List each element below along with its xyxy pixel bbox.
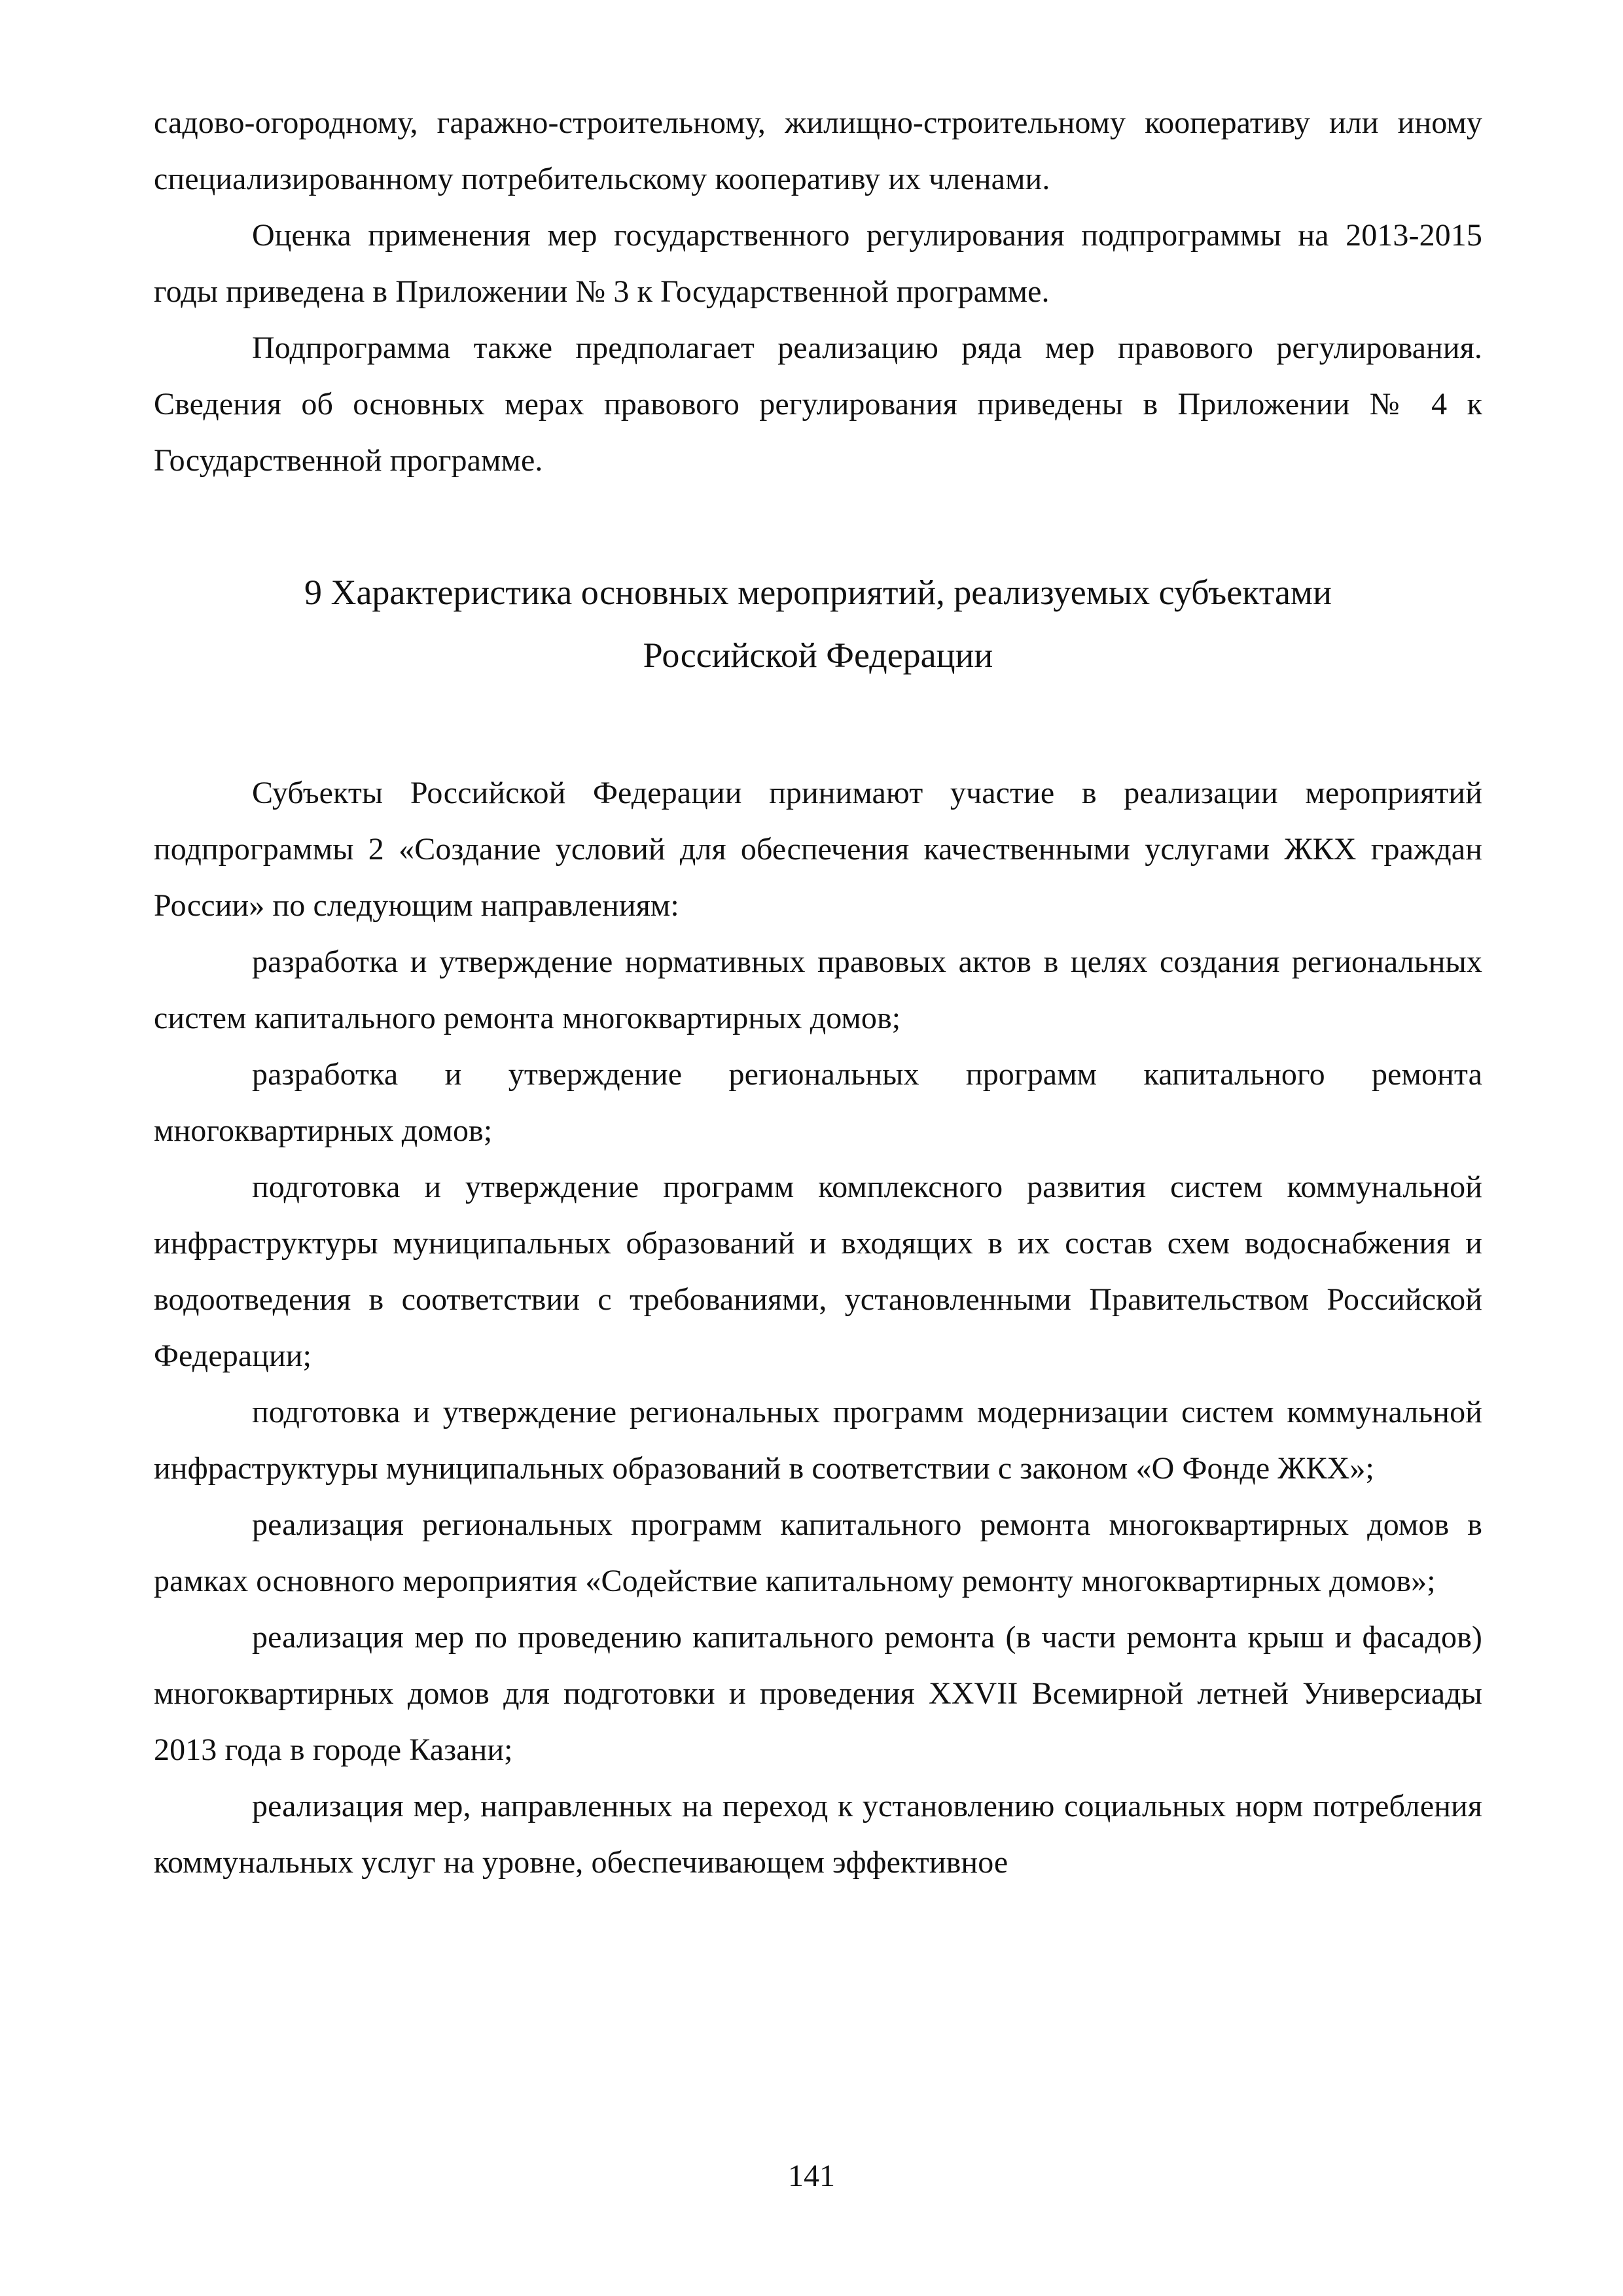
page-content [154, 95, 1482, 1891]
spacer [154, 687, 1482, 765]
list-item: подготовка и утверждение региональных программ модернизации систем коммунальной инфраструктуры муниципальных образований в соответствии с законом «О Фонде ЖКХ»; [154, 1395, 1482, 1486]
paragraph: Подпрограмма также предполагает реализацию ряда мер правового регулирования. Сведения об основных мерах правового регулирования приведены в Приложении № 4 к Государственной программе. [154, 331, 1482, 478]
section-heading: 9 Характеристика основных мероприятий, реализуемых субъектами Российской Федерации [304, 573, 1332, 675]
paragraph: Субъекты Российской Федерации принимают участие в реализации мероприятий подпрограммы 2 «Создание условий для обеспечения качественными услугами ЖКХ граждан России» по следующим направлениям: [154, 776, 1482, 923]
list-item: подготовка и утверждение программ комплексного развития систем коммунальной инфраструктуры муниципальных образований и входящих в их состав схем водоснабжения и водоотведения в соответствии с требованиями, установленными Правительством Российской Федерации; [154, 1170, 1482, 1373]
paragraph: садово-огородному, гаражно-строительному, жилищно-строительному кооперативу или иному специализированному потребительскому кооперативу их членами. [154, 105, 1482, 196]
list-item: разработка и утверждение нормативных правовых актов в целях создания региональных систем капитального ремонта многоквартирных домов; [154, 944, 1482, 1035]
list-item: реализация мер по проведению капитального ремонта (в части ремонта крыш и фасадов) многоквартирных домов для подготовки и проведения XXVII Всемирной летней Универсиады 2013 года в городе Казани; [154, 1620, 1482, 1767]
page-number: 141 [788, 2159, 835, 2193]
list-item: реализация мер, направленных на переход к установлению социальных норм потребления коммунальных услуг на уровне, обеспечивающем эффективное [154, 1789, 1482, 1880]
list-item: реализация региональных программ капитального ремонта многоквартирных домов в рамках основного мероприятия «Содействие капитальному ремонту многоквартирных домов»; [154, 1507, 1482, 1598]
spacer [154, 489, 1482, 561]
paragraph: Оценка применения мер государственного регулирования подпрограммы на 2013-2015 годы приведена в Приложении № 3 к Государственной программе. [154, 218, 1482, 309]
list-item: разработка и утверждение региональных программ капитального ремонта многоквартирных домов; [154, 1057, 1482, 1148]
